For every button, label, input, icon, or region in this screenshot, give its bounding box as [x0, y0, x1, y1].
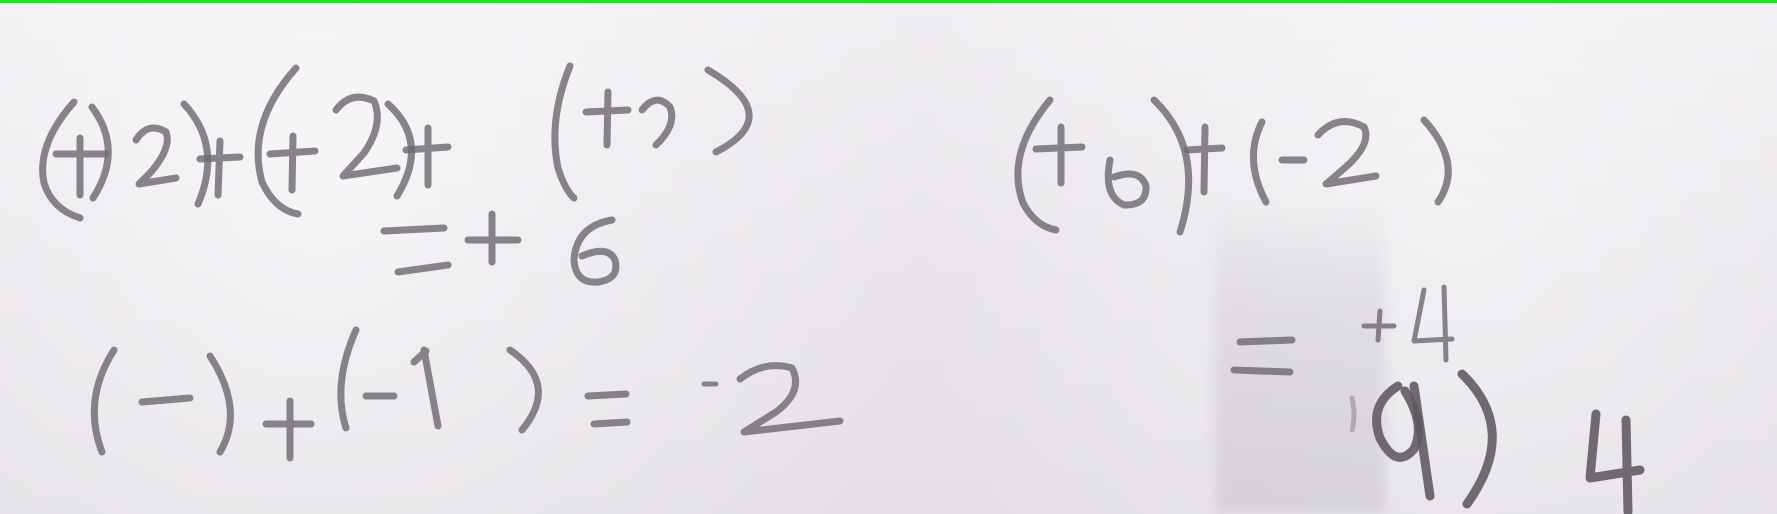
digit-1: [414, 350, 438, 426]
plus-sign-8: [1036, 127, 1082, 183]
digit-2-b: [336, 97, 397, 176]
close-paren-8: [1462, 374, 1492, 504]
problem-2-ink: [94, 330, 840, 458]
close-paren-6: [1154, 100, 1189, 232]
close-paren-7: [1424, 120, 1448, 202]
digit-2-a: [136, 128, 176, 184]
problem-1-expression-ink: [43, 66, 749, 218]
close-paren-4: [210, 356, 230, 452]
equals-1-top: [384, 228, 444, 231]
equals-2-top: [588, 394, 626, 396]
open-paren-7: [1253, 122, 1266, 202]
plus-sign-10: [1364, 311, 1394, 340]
digit-2-c: [642, 100, 672, 145]
open-paren-4: [94, 350, 114, 452]
digit-2-e: [1318, 122, 1376, 184]
equals-3-bottom: [1234, 370, 1290, 372]
close-paren-3: [708, 70, 749, 152]
open-paren-3: [555, 66, 574, 198]
open-paren-6: [1018, 100, 1056, 230]
plus-sign-5: [586, 92, 628, 145]
plus-sign-6: [468, 214, 518, 262]
digit-6: [574, 220, 616, 282]
stray-mark: [1352, 398, 1354, 430]
plus-sign-9: [1187, 127, 1222, 192]
plus-sign-3: [270, 136, 315, 190]
problem-3-answer-ink: [1352, 374, 1640, 512]
close-paren-1b: [184, 104, 208, 204]
open-paren-1: [43, 102, 80, 218]
plus-sign-7: [266, 401, 311, 458]
close-paren-5: [510, 350, 538, 430]
minus-sign-1: [142, 398, 190, 402]
digit-6-b: [1108, 160, 1146, 205]
digit-4-small: [1414, 287, 1452, 360]
digit-2-d: [740, 366, 840, 432]
equals-3-top: [1240, 340, 1292, 342]
digit-4-answer: [1590, 414, 1640, 512]
problem-3-result-ink: [1234, 287, 1452, 372]
problem-3-expression-ink: [1018, 100, 1448, 232]
equals-2-bottom: [594, 422, 627, 424]
problem-1-result-ink: [384, 214, 616, 282]
equals-1-bottom: [398, 265, 448, 272]
open-paren-5: [341, 330, 356, 428]
